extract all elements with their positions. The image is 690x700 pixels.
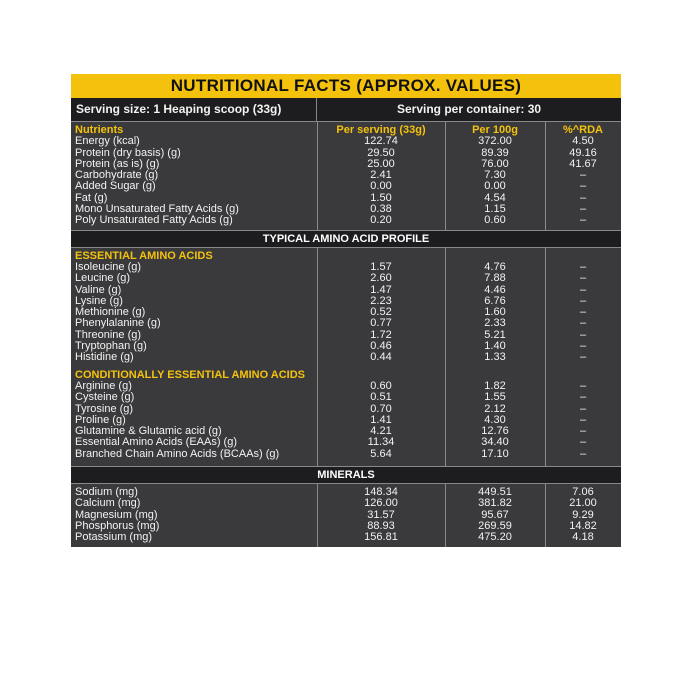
table-row [71, 273, 621, 284]
nutrient-name: Threonine (g) [75, 328, 142, 341]
per-serving-value: 1.72 [370, 328, 392, 341]
nutrition-facts-panel [71, 74, 621, 547]
per-100g-value: 4.76 [484, 260, 506, 273]
col-nutrients: Nutrients [75, 124, 124, 136]
nutrient-name: Poly Unsaturated Fatty Acids (g) [75, 214, 233, 227]
per-100g-value: 1.33 [484, 351, 506, 364]
table-row [71, 449, 621, 460]
rda-value: – [579, 413, 587, 426]
rda-value: – [579, 379, 587, 392]
per-100g-value: 12.76 [481, 425, 509, 438]
nutrient-name: Protein (dry basis) (g) [75, 146, 181, 159]
rda-value: – [579, 340, 587, 353]
rda-value: – [579, 317, 587, 330]
nutrient-name: Leucine (g) [75, 272, 131, 285]
per-serving-value: 0.00 [370, 180, 392, 193]
per-100g-value: 2.33 [484, 317, 506, 330]
table-row [71, 318, 621, 329]
nutrient-name: Arginine (g) [75, 379, 132, 392]
nutrient-name: Protein (as is) (g) [75, 157, 160, 170]
nutrient-name: Branched Chain Amino Acids (BCAAs) (g) [75, 447, 280, 460]
nutrient-name: Methionine (g) [75, 306, 146, 319]
rda-value: – [579, 447, 587, 460]
rda-value: – [579, 214, 587, 227]
per-100g-value: 34.40 [481, 436, 509, 449]
per-100g-value: 89.39 [481, 146, 509, 159]
amino-section [71, 248, 621, 466]
table-row [71, 285, 621, 296]
per-serving-value: 1.47 [370, 283, 392, 296]
essential-amino-header-label: ESSENTIAL AMINO ACIDS [75, 249, 213, 262]
per-serving-value: 126.00 [364, 497, 398, 510]
per-100g-value: 1.40 [484, 340, 506, 353]
nutrient-name: Carbohydrate (g) [75, 169, 159, 182]
table-row [71, 181, 621, 192]
table-row [71, 487, 621, 498]
nutrients-section [71, 122, 621, 230]
per-100g-value: 4.46 [484, 283, 506, 296]
rda-value: – [579, 436, 587, 449]
per-100g-value: 76.00 [481, 157, 509, 170]
col-per-100g: Per 100g [472, 124, 518, 136]
per-100g-value: 95.67 [481, 508, 509, 521]
per-100g-value: 6.76 [484, 294, 506, 307]
essential-amino-header [71, 251, 621, 262]
minerals-band: MINERALS [71, 466, 621, 484]
nutrient-name: Sodium (mg) [75, 486, 138, 499]
per-serving-value: 2.60 [370, 272, 392, 285]
per-100g-value: 381.82 [478, 497, 512, 510]
nutrient-name: Fat (g) [75, 191, 108, 204]
per-serving-value: 0.20 [370, 214, 392, 227]
per-100g-value: 2.12 [484, 402, 506, 415]
rda-value: – [579, 180, 587, 193]
conditional-amino-header [71, 370, 621, 381]
rda-value: – [579, 306, 587, 319]
rda-value: – [579, 272, 587, 285]
per-100g-value: 0.00 [484, 180, 506, 193]
per-serving-value: 122.74 [364, 135, 398, 148]
nutrient-name: Valine (g) [75, 283, 122, 296]
per-serving-value: 0.52 [370, 306, 392, 319]
nutrient-name: Lysine (g) [75, 294, 123, 307]
rda-value: – [579, 391, 587, 404]
per-100g-value: 1.55 [484, 391, 506, 404]
rda-value: – [579, 402, 587, 415]
rda-value: – [579, 351, 587, 364]
per-serving-value: 31.57 [367, 508, 395, 521]
per-serving-value: 1.50 [370, 191, 392, 204]
table-row [71, 404, 621, 415]
rda-value: – [579, 203, 587, 216]
per-serving-value: 1.57 [370, 260, 392, 273]
per-100g-value: 4.54 [484, 191, 506, 204]
per-serving-value: 0.60 [370, 379, 392, 392]
per-serving-value: 4.21 [370, 425, 392, 438]
per-100g-value: 269.59 [478, 519, 512, 532]
rda-value: 41.67 [569, 157, 597, 170]
per-serving-value: 0.77 [370, 317, 392, 330]
table-row [71, 352, 621, 363]
rda-value: 49.16 [569, 146, 597, 159]
minerals-section [71, 484, 621, 546]
nutrient-name: Cysteine (g) [75, 391, 135, 404]
rda-value: 21.00 [569, 497, 597, 510]
col-per-serving: Per serving (33g) [336, 124, 426, 136]
per-serving-value: 156.81 [364, 531, 398, 544]
per-serving-value: 0.44 [370, 351, 392, 364]
column-header-row [71, 125, 621, 136]
per-100g-value: 5.21 [484, 328, 506, 341]
nutrient-name: Calcium (mg) [75, 497, 141, 510]
per-serving-value: 29.50 [367, 146, 395, 159]
per-serving-value: 5.64 [370, 447, 392, 460]
per-100g-value: 449.51 [478, 486, 512, 499]
per-100g-value: 1.82 [484, 379, 506, 392]
nutrient-name: Proline (g) [75, 413, 126, 426]
rda-value: – [579, 283, 587, 296]
rda-value: 4.18 [572, 531, 594, 544]
per-serving-value: 11.34 [367, 436, 395, 449]
serving-size: Serving size: 1 Heaping scoop (33g) [71, 98, 317, 121]
amino-profile-band: TYPICAL AMINO ACID PROFILE [71, 230, 621, 248]
per-serving-value: 1.41 [370, 413, 392, 426]
per-serving-value: 0.38 [370, 203, 392, 216]
nutrient-name: Energy (kcal) [75, 135, 140, 148]
per-100g-value: 0.60 [484, 214, 506, 227]
table-row [71, 532, 621, 543]
servings-per-container: Serving per container: 30 [397, 102, 542, 116]
nutrient-name: Tryptophan (g) [75, 340, 147, 353]
per-serving-value: 2.41 [370, 169, 392, 182]
nutrient-name: Phenylalanine (g) [75, 317, 161, 330]
rda-value: – [579, 169, 587, 182]
per-100g-value: 1.15 [484, 203, 506, 216]
nutrient-name: Phosphorus (mg) [75, 519, 160, 532]
rda-value: 7.06 [572, 486, 594, 499]
per-serving-value: 25.00 [367, 157, 395, 170]
rda-value: – [579, 425, 587, 438]
col-rda: %^RDA [562, 124, 604, 136]
serving-info-row [71, 98, 621, 122]
nutrient-name: Potassium (mg) [75, 531, 153, 544]
per-serving-value: 0.70 [370, 402, 392, 415]
per-100g-value: 1.60 [484, 306, 506, 319]
nutrient-name: Histidine (g) [75, 351, 134, 364]
nutrient-name: Mono Unsaturated Fatty Acids (g) [75, 203, 239, 216]
rda-value: – [579, 328, 587, 341]
nutrient-name: Essential Amino Acids (EAAs) (g) [75, 436, 238, 449]
per-serving-value: 88.93 [367, 519, 395, 532]
per-serving-value: 0.51 [370, 391, 392, 404]
per-100g-value: 475.20 [478, 531, 512, 544]
table-row [71, 381, 621, 392]
table-row [71, 521, 621, 532]
table-row [71, 341, 621, 352]
rda-value: 4.50 [572, 135, 594, 148]
nutrient-name: Added Sugar (g) [75, 180, 156, 193]
nutrient-name: Glutamine & Glutamic acid (g) [75, 425, 222, 438]
per-100g-value: 17.10 [481, 447, 509, 460]
table-row [71, 392, 621, 403]
rda-value: 14.82 [569, 519, 597, 532]
rda-value: – [579, 191, 587, 204]
per-100g-value: 372.00 [478, 135, 512, 148]
nutrient-name: Tyrosine (g) [75, 402, 134, 415]
per-serving-value: 2.23 [370, 294, 392, 307]
rda-value: 9.29 [572, 508, 594, 521]
table-row [71, 262, 621, 273]
rda-value: – [579, 260, 587, 273]
per-100g-value: 7.88 [484, 272, 506, 285]
per-serving-value: 148.34 [364, 486, 398, 499]
conditional-amino-header-label: CONDITIONALLY ESSENTIAL AMINO ACIDS [75, 368, 306, 381]
per-100g-value: 4.30 [484, 413, 506, 426]
table-row [71, 498, 621, 509]
table-row [71, 296, 621, 307]
nutrient-name: Isoleucine (g) [75, 260, 142, 273]
per-serving-value: 0.46 [370, 340, 392, 353]
nutrient-name: Magnesium (mg) [75, 508, 158, 521]
table-row [71, 136, 621, 147]
panel-title: NUTRITIONAL FACTS (APPROX. VALUES) [71, 74, 621, 98]
table-row [71, 330, 621, 341]
table-row [71, 215, 621, 226]
per-100g-value: 7.30 [484, 169, 506, 182]
rda-value: – [579, 294, 587, 307]
